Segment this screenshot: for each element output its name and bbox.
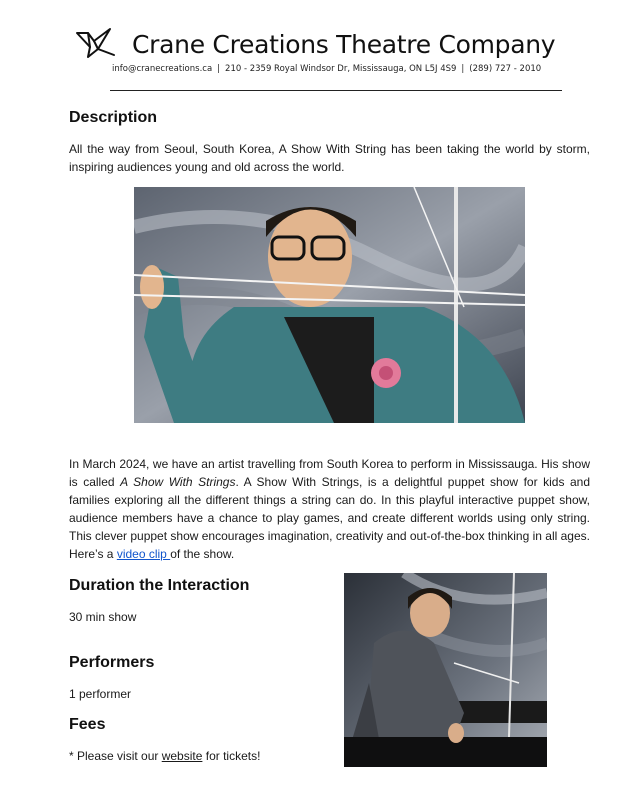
paragraph-text: In March 2024, we have an artist travelling from South Korea to perform in Mississauga. His show is called [69, 457, 590, 489]
performers-value: 1 performer [69, 687, 132, 701]
company-name: Crane Creations Theatre Company [132, 30, 556, 59]
paragraph-text: . A Show With Strings, is a delightful puppet show for kids and families exploring all the different things a string can do. In this playful interactive puppet show, audience members have a chance to play games, and create different worlds using only string. This clever puppet show encourages imagination, creativity and out-of-the-box thinking in all ages. Here’s a [69, 475, 590, 561]
video-clip-link[interactable]: video clip [116, 547, 171, 561]
paragraph-text: of the show. [170, 547, 235, 561]
letterhead [70, 24, 570, 94]
duration-heading: Duration the Interaction [69, 577, 250, 594]
crane-logo-icon [74, 27, 118, 63]
website-link[interactable]: website [161, 749, 203, 763]
separator: | [217, 64, 221, 74]
fees-text: * Please visit our [69, 749, 162, 763]
email-text: info@cranecreations.ca [112, 64, 213, 74]
address-text: 210 - 2359 Royal Windsor Dr, Mississauga, ON L5J 4S9 [225, 64, 457, 74]
fees-text: for tickets! [202, 749, 261, 763]
contact-line [112, 64, 541, 74]
description-heading: Description [69, 109, 158, 126]
fees-note [69, 749, 260, 763]
header-divider [110, 90, 562, 91]
performer-photo [134, 187, 525, 423]
duration-value: 30 min show [69, 610, 137, 624]
intro-paragraph: All the way from Seoul, South Korea, A Show With String has been taking the world by storm, inspiring audiences young and old across the world. [69, 142, 590, 174]
fees-heading: Fees [69, 716, 106, 733]
performance-photo [344, 573, 547, 767]
phone-text: (289) 727 - 2010 [469, 64, 542, 74]
separator: | [461, 64, 465, 74]
show-title: A Show With Strings [120, 475, 236, 489]
performers-heading: Performers [69, 654, 155, 671]
show-paragraph [69, 455, 590, 563]
